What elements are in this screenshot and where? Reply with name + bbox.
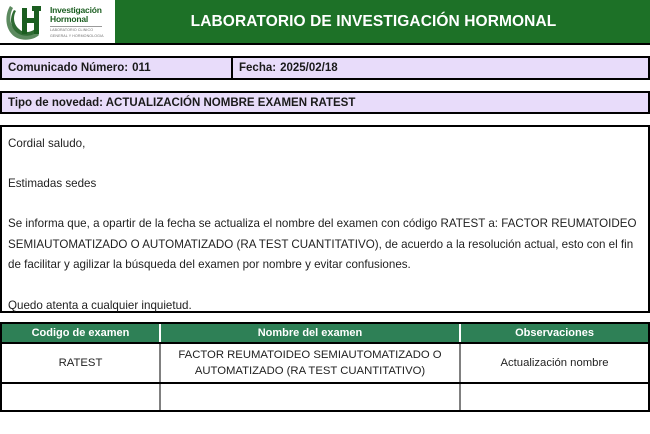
communique-number-value: 011 bbox=[132, 62, 151, 74]
logo-subtitle-line1: LABORATORIO CLINICO bbox=[50, 28, 94, 33]
masthead-title-container bbox=[115, 0, 650, 43]
spacer-after-masthead bbox=[0, 45, 650, 56]
exam-table-header-row bbox=[2, 324, 648, 343]
novelty-type-row bbox=[0, 91, 650, 114]
body-greeting: Cordial saludo, bbox=[8, 137, 86, 150]
column-header-code: Codigo de examen bbox=[2, 324, 160, 343]
logo-name-line2: Hormonal bbox=[50, 14, 89, 25]
column-header-name: Nombre del examen bbox=[160, 324, 460, 343]
logo-wordmark bbox=[50, 4, 104, 39]
cell-exam-observation: Actualización nombre bbox=[460, 343, 648, 383]
document-masthead bbox=[0, 0, 650, 45]
communique-date-value: 2025/02/18 bbox=[280, 62, 338, 74]
column-header-observations: Observaciones bbox=[460, 324, 648, 343]
laboratory-logo bbox=[0, 0, 115, 43]
body-salutation: Estimadas sedes bbox=[8, 177, 97, 190]
communique-number-label: Comunicado Número: bbox=[8, 62, 129, 74]
body-spacer-2 bbox=[8, 194, 641, 214]
hormonal-h-logo-icon bbox=[4, 2, 48, 42]
exam-table-body bbox=[2, 343, 648, 411]
communique-number-cell bbox=[2, 58, 233, 78]
cell-exam-name: FACTOR REUMATOIDEO SEMIAUTOMATIZADO O AUTOMATIZADO (RA TEST CUANTITATIVO) bbox=[160, 343, 460, 383]
communique-meta-row bbox=[0, 56, 650, 80]
spacer-after-meta bbox=[0, 80, 650, 91]
body-spacer-3 bbox=[8, 276, 641, 296]
exam-table-head bbox=[2, 324, 648, 343]
body-spacer-1 bbox=[8, 154, 641, 174]
cell-exam-observation bbox=[460, 383, 648, 411]
cell-exam-name bbox=[160, 383, 460, 411]
table-row bbox=[2, 383, 648, 411]
logo-subtitle-line2: GENERAL Y HORMONOLOGIA bbox=[50, 33, 104, 38]
communique-date-label: Fecha: bbox=[239, 62, 277, 74]
body-closing: Quedo atenta a cualquier inquietud. bbox=[8, 298, 192, 312]
logo-divider bbox=[50, 26, 102, 27]
exam-table bbox=[2, 324, 648, 412]
communique-date-cell bbox=[233, 58, 648, 78]
exam-table-container bbox=[0, 322, 650, 412]
cell-exam-code bbox=[2, 383, 160, 411]
novelty-type-text: Tipo de novedad: ACTUALIZACIÓN NOMBRE EXAMEN RATEST bbox=[8, 96, 356, 109]
table-row bbox=[2, 343, 648, 383]
cell-exam-code: RATEST bbox=[2, 343, 160, 383]
page-title: LABORATORIO DE INVESTIGACIÓN HORMONAL bbox=[190, 12, 557, 30]
logo-name-line1: Investigación bbox=[50, 4, 102, 15]
communique-body bbox=[0, 125, 650, 313]
spacer-after-novelty bbox=[0, 114, 650, 125]
body-paragraph: Se informa que, a opartir de la fecha se actualiza el nombre del examen con código RATEST a: FACTOR REUMATOIDEO SEMIAUTOMATIZADO O AUTOMATIZADO (RA TEST CUANTITATIVO), de acuerdo a la resolución actual, esto con el fin de facilitar y agilizar la búsqueda del examen por nombre y evitar confusiones. bbox=[8, 217, 637, 271]
